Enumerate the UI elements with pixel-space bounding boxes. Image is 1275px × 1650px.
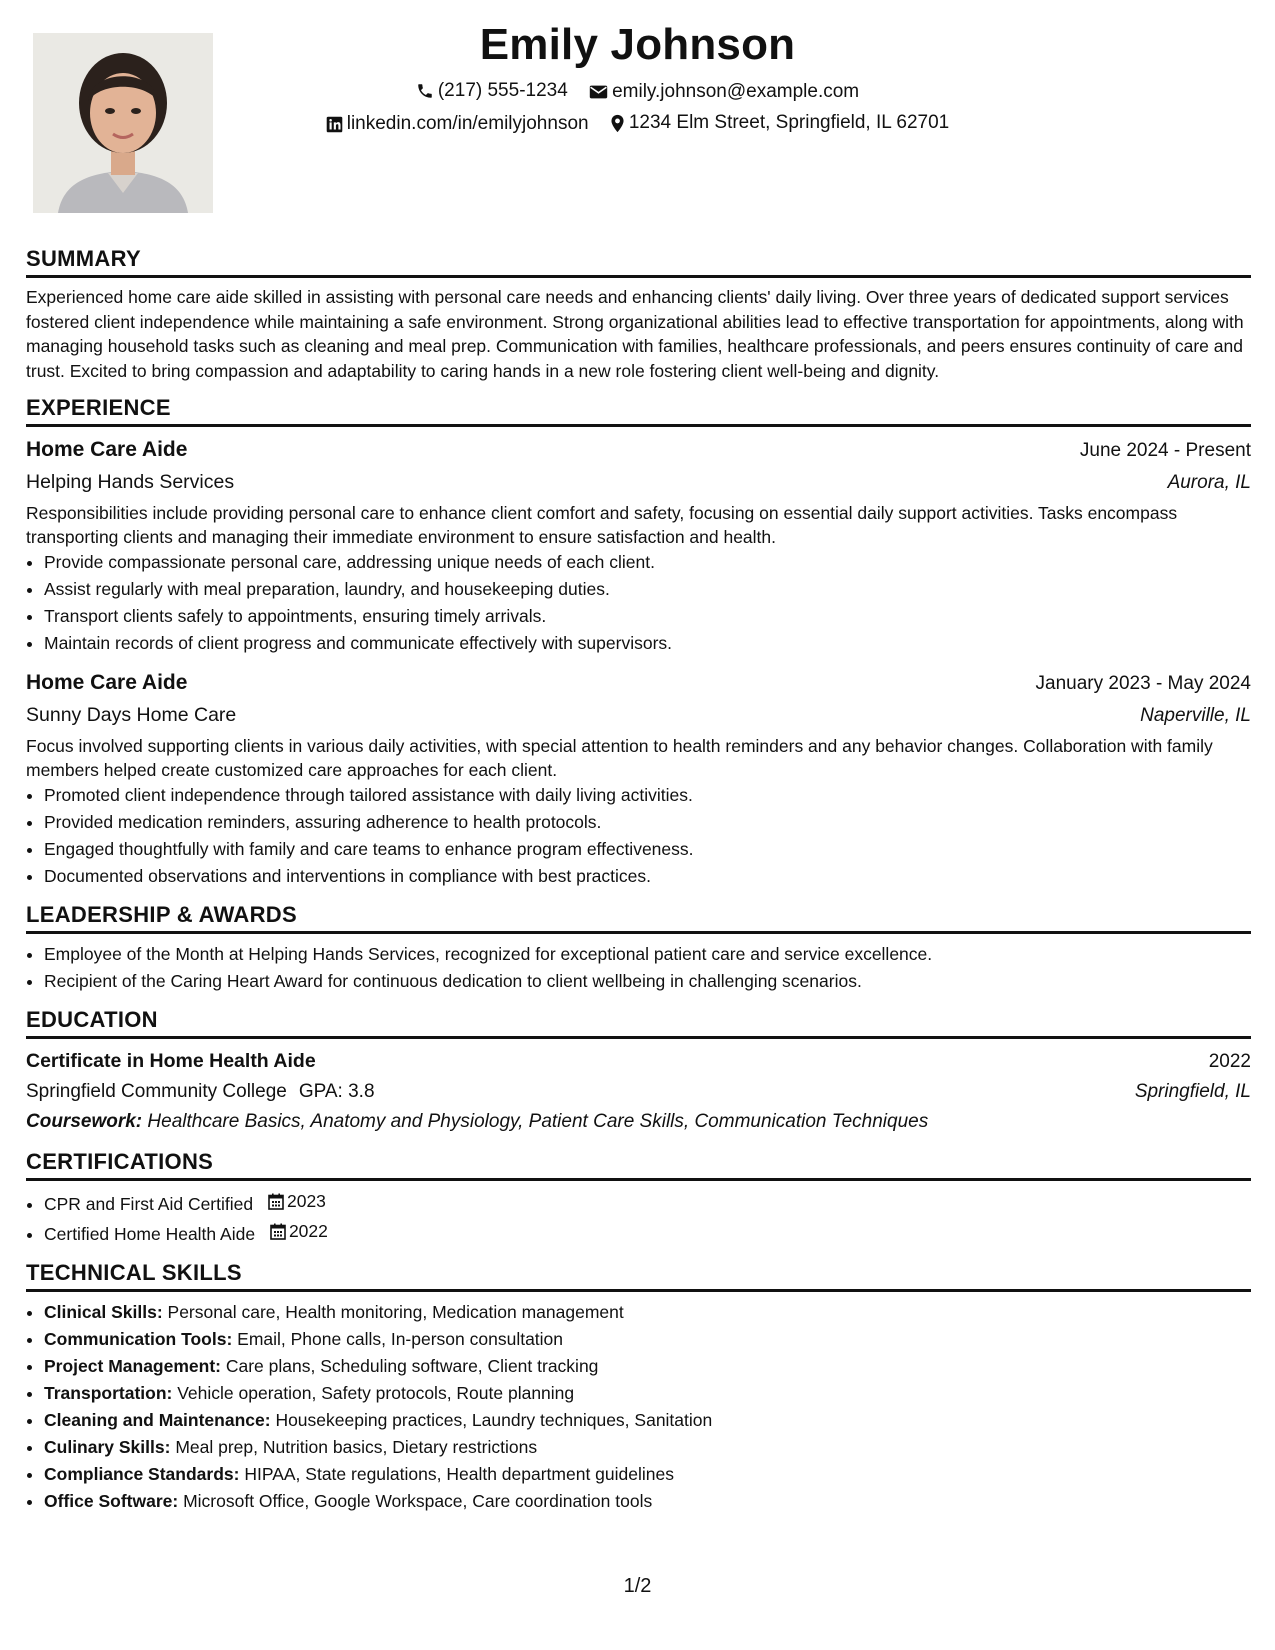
linkedin-icon [326,116,343,133]
list-item [44,1326,1251,1353]
location-pin-icon [610,114,625,133]
list-item [44,1353,1251,1380]
education-heading: EDUCATION [26,1007,1251,1039]
address-contact [610,112,949,134]
resume-content [26,246,1251,1527]
job-entry [26,434,1251,657]
candidate-name: Emily Johnson [479,20,796,69]
list-item [44,1434,1251,1461]
skill-value: Microsoft Office, Google Workspace, Care coordination tools [183,1491,653,1511]
experience-section [26,395,1251,890]
leadership-section [26,902,1251,995]
linkedin-text: linkedin.com/in/emilyjohnson [346,113,589,134]
phone-contact[interactable] [416,80,568,102]
experience-heading: EXPERIENCE [26,395,1251,427]
list-item [44,1488,1251,1515]
job-description: Responsibilities include providing personal care to enhance client comfort and safety, focusing on essential daily support activities. Tasks encompass transporting clients and managing their immediate environment to ensure satisfaction and health. [26,503,1178,547]
list-item: • Maintain records of client progress and communicate effectively with supervisors. [44,630,1251,657]
summary-heading: SUMMARY [26,246,1251,278]
list-item: • Transport clients safely to appointments, ensuring timely arrivals. [44,603,1251,630]
coursework-label: Coursework: [26,1111,143,1132]
degree-title: Certificate in Home Health Aide [26,1050,316,1072]
certifications-list [26,1188,1251,1248]
job-dates: January 2023 - May 2024 [1035,673,1251,694]
list-item: • Provide compassionate personal care, addressing unique needs of each client. [44,549,1251,576]
calendar-icon [268,1193,284,1210]
list-item [44,1461,1251,1488]
list-item [44,1218,1251,1248]
list-item: • Documented observations and interventions in compliance with best practices. [44,863,1251,890]
skills-list [26,1299,1251,1515]
cert-year: 2023 [286,1191,326,1211]
skill-label: Transportation: [44,1383,173,1403]
skill-label: Office Software: [44,1491,179,1511]
skill-value: Email, Phone calls, In-person consultation [237,1329,564,1349]
list-item: • Recipient of the Caring Heart Award for continuous dedication to client wellbeing in challenging scenarios. [44,968,1251,995]
job-location: Aurora, IL [1167,472,1251,493]
degree-year: 2022 [1208,1051,1251,1072]
list-item: • Promoted client independence through tailored assistance with daily living activities. [44,782,1251,809]
list-item [44,1188,1251,1218]
skill-label: Compliance Standards: [44,1464,240,1484]
list-item: • Provided medication reminders, assuring adherence to health protocols. [44,809,1251,836]
email-contact[interactable] [589,81,859,103]
address-text: 1234 Elm Street, Springfield, IL 62701 [628,112,950,133]
school-name: Springfield Community College [26,1081,287,1102]
skill-value: HIPAA, State regulations, Health department guidelines [244,1464,674,1484]
certifications-heading: CERTIFICATIONS [26,1149,1251,1181]
job-company: Sunny Days Home Care [26,704,237,726]
gpa-text: GPA: 3.8 [298,1081,375,1102]
summary-text: Experienced home care aide skilled in assisting with personal care needs and enhancing clients' daily living. Over three years of dedicated support services fostered client independence while maintaining a safe environment. Strong organizational abilities lead to effective transportation for appointments, along with managing household tasks such as cleaning and meal prep. Communication with families, healthcare professionals, and peers ensures continuity of care and trust. Excited to bring compassion and adaptability to caring hands in a new role fostering client well-being and dignity. [26,287,1244,381]
coursework-line [26,1107,1251,1137]
phone-icon [416,82,434,100]
cert-name: CPR and First Aid Certified [44,1194,254,1214]
job-entry [26,667,1251,890]
job-description: Focus involved supporting clients in various daily activities, with special attention to health reminders and any behavior changes. Collaboration with family members helped create customized care approaches for each client. [26,736,1213,780]
linkedin-contact[interactable] [326,113,589,135]
job-title: Home Care Aide [26,671,188,694]
list-item: • Employee of the Month at Helping Hands Services, recognized for exceptional patient care and service excellence. [44,941,1251,968]
skill-value: Vehicle operation, Safety protocols, Route planning [177,1383,575,1403]
skill-label: Communication Tools: [44,1329,233,1349]
job-location: Naperville, IL [1140,705,1251,726]
skill-label: Cleaning and Maintenance: [44,1410,271,1430]
job-company: Helping Hands Services [26,471,235,493]
summary-section [26,246,1251,383]
skills-heading: TECHNICAL SKILLS [26,1260,1251,1292]
cert-name: Certified Home Health Aide [44,1224,256,1244]
skill-value: Care plans, Scheduling software, Client tracking [225,1356,599,1376]
skill-label: Culinary Skills: [44,1437,171,1457]
calendar-icon [270,1223,286,1240]
skill-label: Clinical Skills: [44,1302,163,1322]
list-item [44,1407,1251,1434]
skill-value: Personal care, Health monitoring, Medication management [167,1302,624,1322]
job-bullets [26,549,1251,657]
coursework-text: Healthcare Basics, Anatomy and Physiology, Patient Care Skills, Communication Techniques [147,1111,929,1132]
skill-value: Housekeeping practices, Laundry techniques, Sanitation [275,1410,713,1430]
education-section [26,1007,1251,1137]
contact-line-2 [0,112,1275,139]
phone-text: (217) 555-1234 [437,80,568,101]
leadership-heading: LEADERSHIP & AWARDS [26,902,1251,934]
page-number: 1/2 [623,1575,652,1597]
email-text: emily.johnson@example.com [612,81,860,102]
skill-label: Project Management: [44,1356,221,1376]
skill-value: Meal prep, Nutrition basics, Dietary restrictions [175,1437,538,1457]
list-item: • Engaged thoughtfully with family and care teams to enhance program effectiveness. [44,836,1251,863]
skills-section [26,1260,1251,1515]
contact-line-1 [0,80,1275,106]
list-item: • Assist regularly with meal preparation, laundry, and housekeeping duties. [44,576,1251,603]
awards-list [26,941,1251,995]
certifications-section [26,1149,1251,1248]
cert-year: 2022 [288,1221,328,1241]
job-title: Home Care Aide [26,438,188,461]
email-icon [589,84,608,100]
school-location: Springfield, IL [1134,1081,1251,1102]
list-item [44,1380,1251,1407]
job-dates: June 2024 - Present [1079,440,1251,461]
job-bullets [26,782,1251,890]
list-item [44,1299,1251,1326]
